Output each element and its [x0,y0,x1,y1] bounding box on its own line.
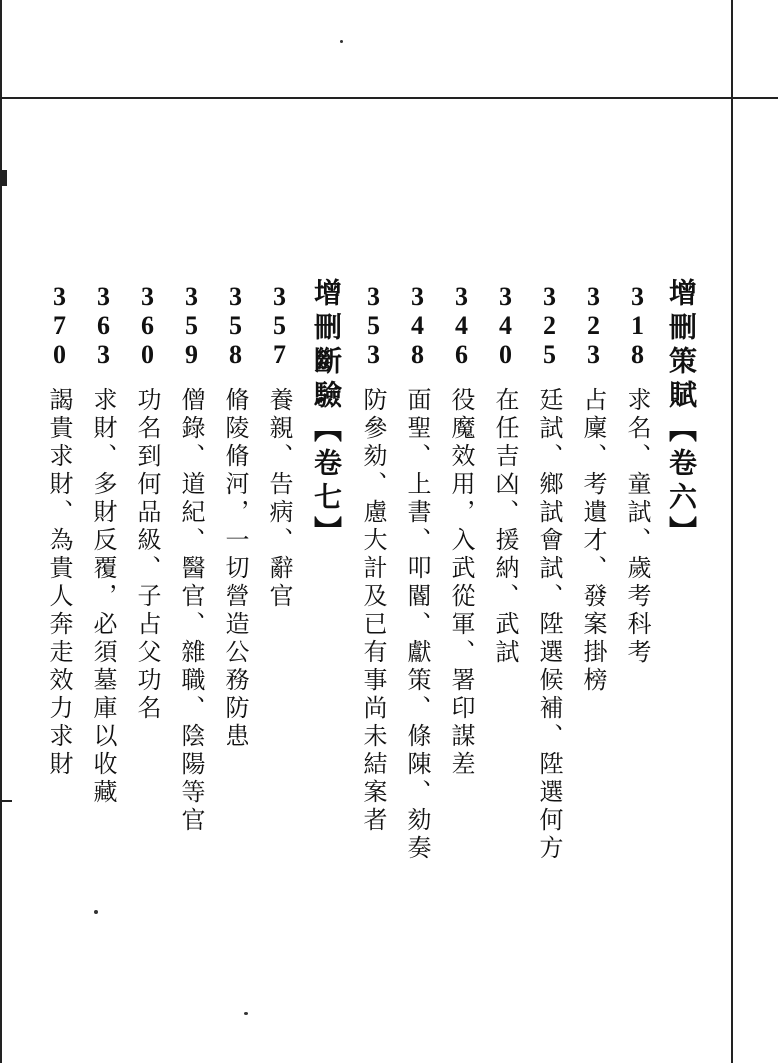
right-border [731,0,733,1063]
toc-entry [620,274,654,667]
entry-title: 功名到何品級、子占父功名 [133,387,161,723]
toc-entry [532,274,566,863]
entry-title: 占廩、考遺才、發案掛榜 [579,387,607,695]
header-title: 增刪策賦【卷六】 [665,278,698,550]
page-number [579,282,607,369]
toc-entry [218,274,252,751]
page-number [265,282,293,369]
page-number [359,282,387,369]
toc-entry [400,274,434,863]
page-number-text: 323 [579,282,608,369]
page-number [535,282,563,369]
toc-entry [174,274,208,835]
page-number-text: 318 [623,282,652,369]
speck [340,40,343,43]
page-number-text: 340 [491,282,520,369]
page-number [447,282,475,369]
entry-title: 謁貴求財、為貴人奔走效力求財 [45,387,73,779]
entry-title: 僧錄、道紀、醫官、雜職、陰陽等官 [177,387,205,835]
left-edge-mark [0,170,7,186]
entry-title: 求財、多財反覆，必須墓庫以收藏 [89,387,117,807]
page-number-text: 359 [177,282,206,369]
toc-entry [130,274,164,723]
page-number [403,282,431,369]
page-number [89,282,117,369]
entry-title: 脩陵脩河，一切營造公務防患 [221,387,249,751]
entry-title: 在任吉凶、援納、武試 [491,387,519,667]
page-number [45,282,73,369]
speck [244,1012,248,1015]
page-number-text: 370 [45,282,74,369]
page-number-text: 357 [265,282,294,369]
page-number-text: 346 [447,282,476,369]
page-number-text: 353 [359,282,388,369]
page-number-text: 358 [221,282,250,369]
page-number [221,282,249,369]
toc-entry [262,274,296,611]
entry-title: 面聖、上書、叩閽、獻策、條陳、劾奏 [403,387,431,863]
entry-title: 役魔效用，入武從軍、署印謀差 [447,387,475,779]
entry-title: 養親、告病、辭官 [265,387,293,611]
speck [94,910,98,914]
page-number-text: 348 [403,282,432,369]
page-number [623,282,651,369]
entry-title: 求名、童試、歲考科考 [623,387,651,667]
section-header-volume-6 [664,274,698,550]
section-header-volume-7 [309,274,343,550]
toc-entry [356,274,390,835]
toc-entry [42,274,76,779]
page-number-text: 363 [89,282,118,369]
toc-entry [488,274,522,667]
toc-entry [576,274,610,695]
entry-title: 廷試、鄉試會試、陞選候補、陞選何方 [535,387,563,863]
toc-entry [444,274,478,779]
left-border [0,0,2,1063]
page-number [491,282,519,369]
toc-entry [86,274,120,807]
top-rule [0,97,778,99]
page-number-text: 360 [133,282,162,369]
left-edge-tick [0,800,12,802]
entry-title: 防參劾、慮大計及已有事尚未結案者 [359,387,387,835]
header-title: 增刪斷驗【卷七】 [310,278,343,550]
page-number [177,282,205,369]
page-number [133,282,161,369]
page-number-text: 325 [535,282,564,369]
